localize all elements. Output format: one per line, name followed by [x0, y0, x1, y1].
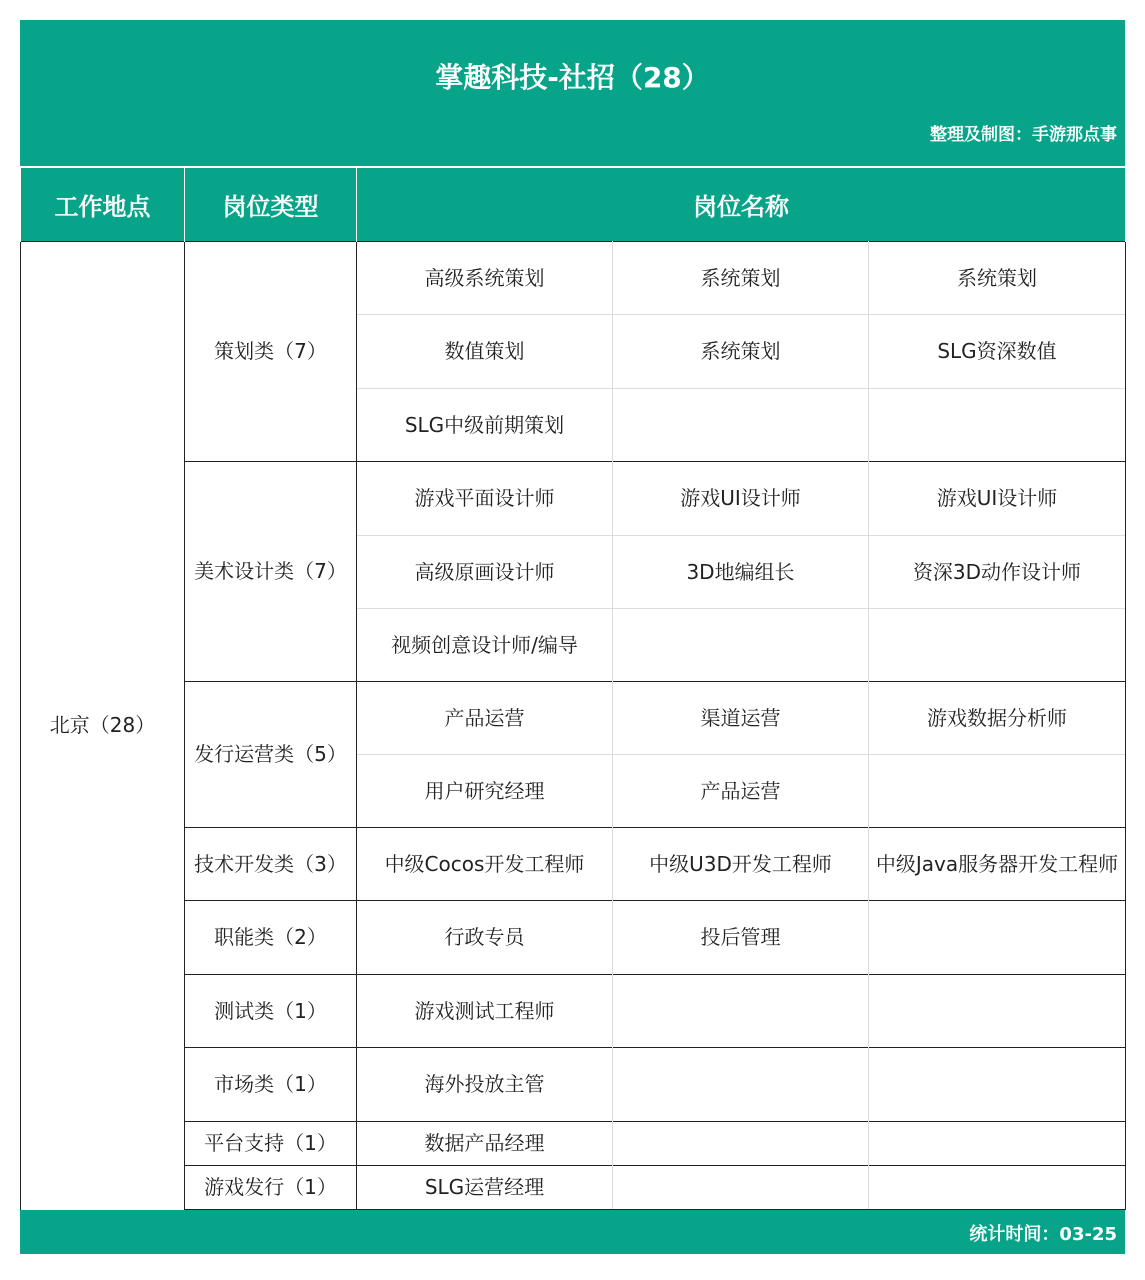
job-table-sheet [20, 20, 1125, 1254]
position-cell: SLG中级前期策划 [357, 389, 613, 462]
position-cell [613, 609, 869, 682]
footer-banner [20, 1210, 1125, 1254]
position-cell: SLG运营经理 [357, 1166, 613, 1210]
table-row [21, 462, 1126, 536]
position-cell: 海外投放主管 [357, 1048, 613, 1122]
position-cell: 游戏UI设计师 [869, 462, 1126, 536]
position-cell [869, 901, 1126, 975]
position-cell: 游戏测试工程师 [357, 975, 613, 1048]
table-row [21, 242, 1126, 315]
position-cell: 3D地编组长 [613, 536, 869, 609]
table-row [21, 828, 1126, 901]
position-cell: 游戏平面设计师 [357, 462, 613, 536]
header-banner [20, 20, 1125, 166]
position-cell [869, 609, 1126, 682]
column-header-category: 岗位类型 [185, 167, 357, 242]
category-cell: 策划类（7） [185, 242, 357, 462]
position-cell: 系统策划 [613, 242, 869, 315]
position-cell: 投后管理 [613, 901, 869, 975]
location-cell: 北京（28） [21, 242, 185, 1210]
position-cell: 视频创意设计师/编导 [357, 609, 613, 682]
position-cell: 资深3D动作设计师 [869, 536, 1126, 609]
position-cell [869, 389, 1126, 462]
position-cell: 产品运营 [357, 682, 613, 755]
position-cell [869, 975, 1126, 1048]
position-cell: 行政专员 [357, 901, 613, 975]
position-cell: 中级Cocos开发工程师 [357, 828, 613, 901]
table-row [21, 975, 1126, 1048]
position-cell [613, 1166, 869, 1210]
column-header-position: 岗位名称 [357, 167, 1126, 242]
page-title: 掌趣科技-社招（28） [435, 61, 710, 94]
position-cell: SLG资深数值 [869, 315, 1126, 389]
category-cell: 市场类（1） [185, 1048, 357, 1122]
position-cell: 中级U3D开发工程师 [613, 828, 869, 901]
table-row [21, 1048, 1126, 1122]
job-table-body [21, 242, 1126, 1210]
table-row [21, 682, 1126, 755]
position-cell: 系统策划 [613, 315, 869, 389]
column-header-location: 工作地点 [21, 167, 185, 242]
position-cell [613, 389, 869, 462]
category-cell: 游戏发行（1） [185, 1166, 357, 1210]
position-cell: 数值策划 [357, 315, 613, 389]
position-cell: 中级Java服务器开发工程师 [869, 828, 1126, 901]
credit-text: 整理及制图：手游那点事 [930, 125, 1117, 145]
stat-time: 统计时间：03-25 [969, 1224, 1117, 1245]
category-cell: 发行运营类（5） [185, 682, 357, 828]
position-cell: 高级原画设计师 [357, 536, 613, 609]
table-row [21, 1166, 1126, 1210]
position-cell: 系统策划 [869, 242, 1126, 315]
job-table [20, 166, 1126, 1210]
position-cell [869, 1048, 1126, 1122]
position-cell [869, 1166, 1126, 1210]
table-row [21, 901, 1126, 975]
position-cell: 产品运营 [613, 755, 869, 828]
position-cell [869, 755, 1126, 828]
table-row [21, 1122, 1126, 1166]
position-cell: 游戏UI设计师 [613, 462, 869, 536]
category-cell: 美术设计类（7） [185, 462, 357, 682]
position-cell: 高级系统策划 [357, 242, 613, 315]
category-cell: 测试类（1） [185, 975, 357, 1048]
position-cell: 用户研究经理 [357, 755, 613, 828]
position-cell [613, 1048, 869, 1122]
position-cell [613, 975, 869, 1048]
position-cell: 数据产品经理 [357, 1122, 613, 1166]
category-cell: 职能类（2） [185, 901, 357, 975]
category-cell: 技术开发类（3） [185, 828, 357, 901]
category-cell: 平台支持（1） [185, 1122, 357, 1166]
position-cell: 渠道运营 [613, 682, 869, 755]
position-cell [869, 1122, 1126, 1166]
position-cell: 游戏数据分析师 [869, 682, 1126, 755]
position-cell [613, 1122, 869, 1166]
